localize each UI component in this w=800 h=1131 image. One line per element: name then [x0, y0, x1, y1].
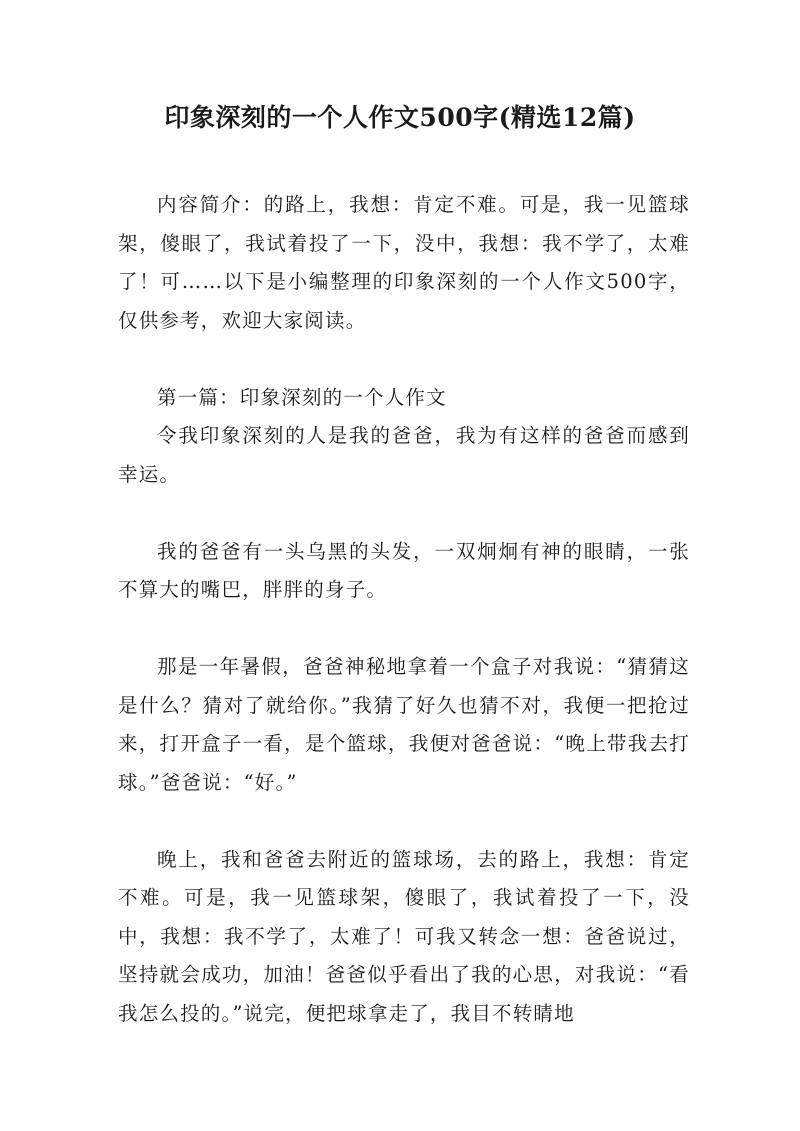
document-body: [118, 186, 690, 1033]
body-paragraph: 令我印象深刻的人是我的爸爸，我为有这样的爸爸而感到幸运。: [118, 424, 690, 486]
paragraph-gap: [118, 610, 690, 649]
paragraph-gap: [118, 494, 690, 533]
body-paragraph: 那是一年暑假，爸爸神秘地拿着一个盒子对我说：“猜猜这是什么？猜对了就给你。”我猜了好久也猜不对，我便一把抢过来，打开盒子一看，是个篮球，我便对爸爸说：“晚上带我去打球。”爸爸说：“好。”: [118, 655, 690, 794]
intro-paragraph: 内容简介：的路上，我想：肯定不难。可是，我一见篮球架，傻眼了，我试着投了一下，没中，我想：我不学了，太难了！可……以下是小编整理的印象深刻的一个人作文500字，仅供参考，欢迎大家阅读。: [118, 193, 690, 332]
document-title: 印象深刻的一个人作文500字(精选12篇): [164, 103, 636, 132]
paragraph-gap: [118, 340, 690, 379]
body-paragraph: 晚上，我和爸爸去附近的篮球场，去的路上，我想：肯定不难。可是，我一见篮球架，傻眼了，我试着投了一下，没中，我想：我不学了，太难了！可我又转念一想：爸爸说过，坚持就会成功，加油！爸爸似乎看出了我的心思，对我说：“看我怎么投的。”说完，便把球拿走了，我目不转睛地: [118, 847, 690, 1025]
body-paragraph: 我的爸爸有一头乌黑的头发，一双炯炯有神的眼睛，一张不算大的嘴巴，胖胖的身子。: [118, 539, 690, 601]
section-heading: 第一篇：印象深刻的一个人作文: [157, 385, 447, 409]
paragraph-gap: [118, 802, 690, 841]
